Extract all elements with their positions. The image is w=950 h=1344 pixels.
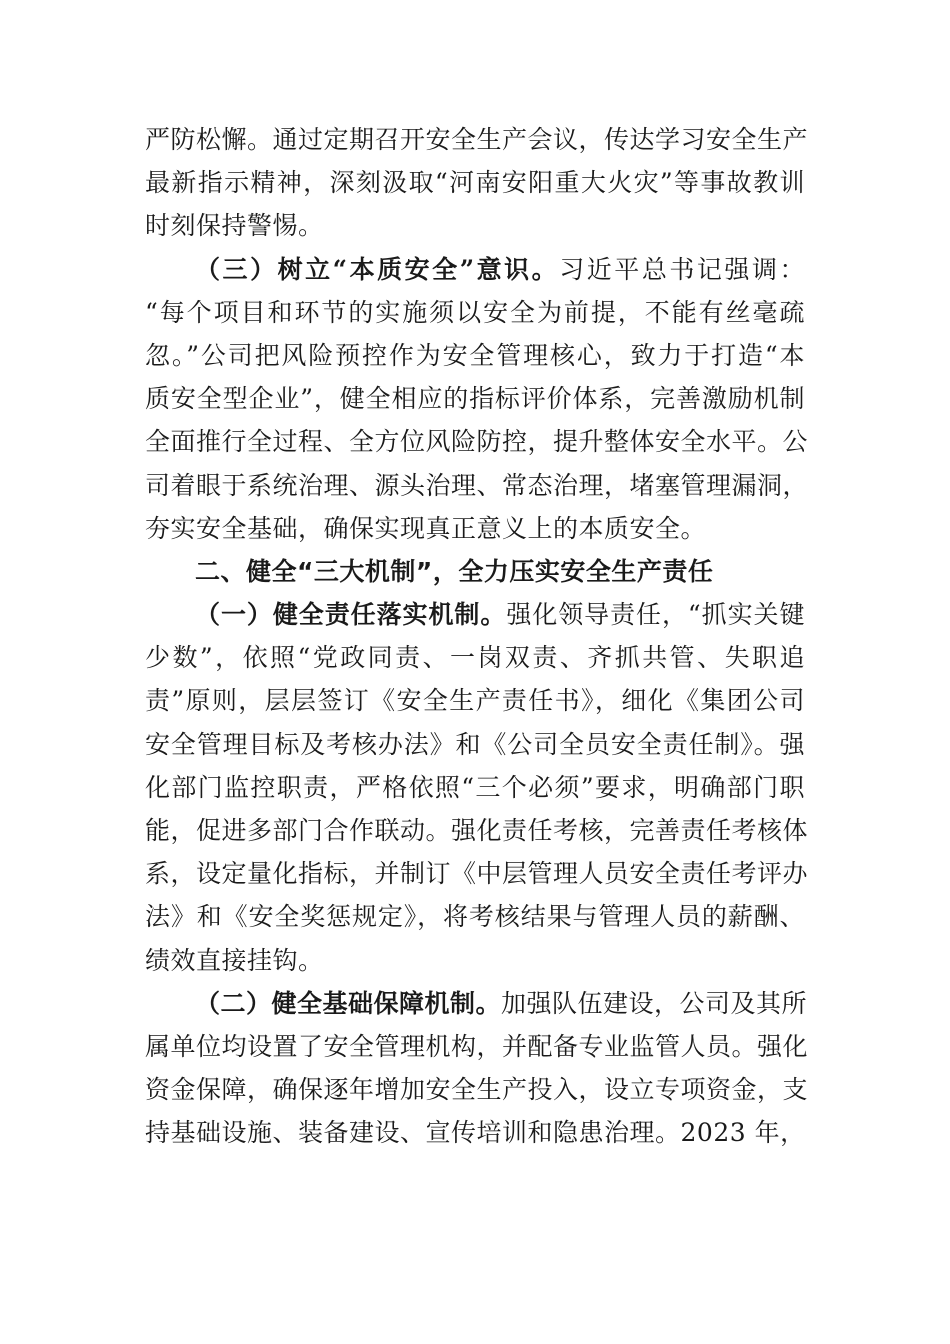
text-line: 责”原则，层层签订《安全生产责任书》，细化《集团公司 bbox=[145, 686, 805, 716]
text-line: 安全管理目标及考核办法》和《公司全员安全责任制》。强 bbox=[145, 729, 805, 759]
text-line: 化部门监控职责，严格依照“三个必须”要求，明确部门职 bbox=[145, 772, 805, 802]
text-line: 最新指示精神，深刻汲取“河南安阳重大火灾”等事故教训 bbox=[145, 168, 805, 198]
document-body bbox=[145, 118, 809, 1155]
text-line: 夯实安全基础，确保实现真正意义上的本质安全。 bbox=[145, 513, 707, 543]
text-line: 资金保障，确保逐年增加安全生产投入，设立专项资金，支 bbox=[145, 1075, 809, 1105]
subsection-heading: （一）健全责任落实机制。 bbox=[195, 600, 507, 630]
text-line: 全面推行全过程、全方位风险防控，提升整体安全水平。公 bbox=[145, 427, 809, 457]
text-line: “每个项目和环节的实施须以安全为前提，不能有丝毫疏 bbox=[145, 297, 805, 327]
section-heading: 二、健全“三大机制”，全力压实安全生产责任 bbox=[195, 556, 714, 586]
text-line: 忽。”公司把风险预控作为安全管理核心，致力于打造“本 bbox=[145, 340, 805, 370]
text-line: 司着眼于系统治理、源头治理、常态治理，堵塞管理漏洞， bbox=[145, 470, 809, 500]
text-line: 时刻保持警惕。 bbox=[145, 211, 324, 241]
text-line: 严防松懈。通过定期召开安全生产会议，传达学习安全生产 bbox=[145, 125, 809, 154]
text-line: 持基础设施、装备建设、宣传培训和隐患治理。2023 年， bbox=[145, 1118, 806, 1148]
text-line: 少数”，依照“党政同责、一岗双责、齐抓共管、失职追 bbox=[145, 643, 805, 673]
subsection-heading: （三）树立“本质安全”意识。 bbox=[195, 254, 560, 284]
text-line: 系，设定量化指标，并制订《中层管理人员安全责任考评办 bbox=[145, 859, 809, 889]
paragraph-first-line bbox=[145, 593, 805, 636]
text-line: 法》和《安全奖惩规定》，将考核结果与管理人员的薪酬、 bbox=[145, 902, 805, 932]
text-line: 属单位均设置了安全管理机构，并配备专业监管人员。强化 bbox=[145, 1031, 809, 1061]
text-run: 加强队伍建设，公司及其所 bbox=[501, 988, 808, 1018]
paragraph-first-line bbox=[145, 248, 805, 291]
text-line: 质安全型企业”，健全相应的指标评价体系，完善激励机制 bbox=[145, 384, 805, 414]
text-run: 强化领导责任，“抓实关键 bbox=[506, 600, 805, 630]
subsection-heading: （二）健全基础保障机制。 bbox=[195, 988, 502, 1018]
text-line: 能，促进多部门合作联动。强化责任考核，完善责任考核体 bbox=[145, 816, 809, 845]
text-run: 习近平总书记强调： bbox=[559, 254, 805, 284]
paragraph-first-line bbox=[145, 982, 808, 1025]
text-line: 绩效直接挂钩。 bbox=[145, 945, 324, 975]
